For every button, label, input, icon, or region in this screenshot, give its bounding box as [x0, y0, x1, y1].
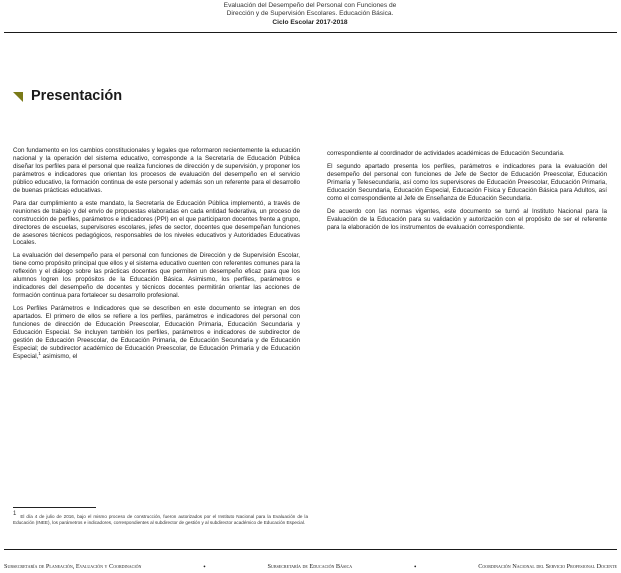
triangle-bullet-icon: [13, 92, 23, 102]
paragraph: De acuerdo con las normas vigentes, este documento se turnó al Instituto Nacional para la Evaluación de la Educación para su validación y autorización con el propósito de ser el referente para la elaboración de los instrumentos de evaluación correspondiente.: [327, 207, 607, 231]
footer-rule: [4, 549, 617, 550]
footnote-reference[interactable]: 1: [38, 350, 41, 356]
paragraph-text: Los Perfiles Parámetros e Indicadores que se describen en este documento se integran en dos apartados. El primero de ellos se refiere a los perfiles, parámetros e indicadores del personal con funciones de dirección de Educación Preescolar, Educación Primaria, Educación Secundaria y Educación Especial. Se incluyen también los perfiles, parámetros e indicadores de subdirector de gestión de Educación Preescolar, de Educación Primaria, de Educación Secundaria y de Educación Especial; de subdirector académico de Educación Preescolar, de Educación Primaria y de Educación Especial,: [13, 305, 300, 360]
document-footer: Subsecretaría de Planeación, Evaluación y Coordinación • Subsecretaría de Educación Básica • Coordinación Nacional del Servicio Profesional Docente: [4, 562, 617, 571]
section-title: Presentación: [31, 88, 123, 104]
paragraph: La evaluación del desempeño para el personal con funciones de Dirección y de Supervisión Escolar, tiene como propósito principal que ellos y el sistema educativo cuenten con referentes comunes para la reflexión y el diálogo sobre las prácticas docentes que permiten un desempeño eficaz para que los alumnos logren los propósitos de la Educación Básica. Asimismo, los perfiles, parámetros e indicadores del desempeño de docentes y técnicos docentes permitirán orientar las acciones de formación continua para fortalecer su desarrollo profesional.: [13, 252, 300, 300]
paragraph-text-end: asimismo, el: [40, 352, 78, 360]
left-column: [13, 147, 300, 366]
footnote-rule: [13, 507, 96, 508]
header-line-2: Dirección y de Supervisión Escolares. Educación Básica.: [226, 10, 394, 18]
header-rule: [4, 32, 617, 33]
footnote-text: El día 4 de julio de 2016, bajo el mismo proceso de construcción, fueron autorizados por el Instituto Nacional para la Evaluación de la Educación (INEE), los parámetros e indicadores, correspondientes al subdirector de gestión y al subdirector académico de Educación Especial.: [13, 514, 308, 526]
footnote: [13, 511, 308, 526]
footer-item-planeacion: Subsecretaría de Planeación, Evaluación y Coordinación: [4, 563, 142, 570]
paragraph: [13, 305, 300, 361]
footnote-number: 1: [13, 511, 17, 518]
header-line-1: Evaluación del Desempeño del Personal con Funciones de: [223, 2, 397, 9]
document-header: [180, 2, 440, 27]
paragraph: El segundo apartado presenta los perfiles, parámetros e indicadores para la evaluación del desempeño del personal con funciones de Jefe de Sector de Educación Preescolar, Educación Primaria y Telesecundaria, así como los supervisores de Educación Preescolar, Educación Primaria, Educación Secundaria, Educación Especial, Educación Física y Educación Básica para Adultos, así como el correspondiente al Jefe de Enseñanza de Educación Secundaria.: [327, 162, 607, 202]
paragraph: Para dar cumplimiento a este mandato, la Secretaría de Educación Pública implementó, a través de reuniones de trabajo y del envío de propuestas elaboradas en cada entidad federativa, un proceso de construcción de perfiles, parámetros e indicadores (PPI) en el que participaron docentes frente a grupo, directores de escuelas, supervisores escolares, jefes de sector, docentes que desempeñan funciones de asesores técnicos pedagógicos, responsables de los niveles educativos y Autoridades Educativas Locales.: [13, 199, 300, 247]
footer-item-coordinacion: Coordinación Nacional del Servicio Profesional Docente: [478, 563, 617, 570]
paragraph: Con fundamento en los cambios constitucionales y legales que reformaron recientemente la educación nacional y la operación del sistema educativo, corresponde a la Secretaría de Educación Pública diseñar los perfiles para el personal que realiza funciones de dirección y de supervisión, y proponer los parámetros e indicadores que orientan los procesos de evaluación del desempeño en el servicio público educativo, la formación continua de este personal y además son un referente para el desarrollo de buenas prácticas educativas.: [13, 147, 300, 194]
right-column: [327, 150, 607, 237]
header-line-3: Ciclo Escolar 2017-2018: [272, 18, 348, 26]
paragraph: correspondiente al coordinador de actividades académicas de Educación Secundaria.: [327, 150, 565, 157]
footer-item-educacion-basica: Subsecretaría de Educación Básica: [267, 563, 353, 570]
